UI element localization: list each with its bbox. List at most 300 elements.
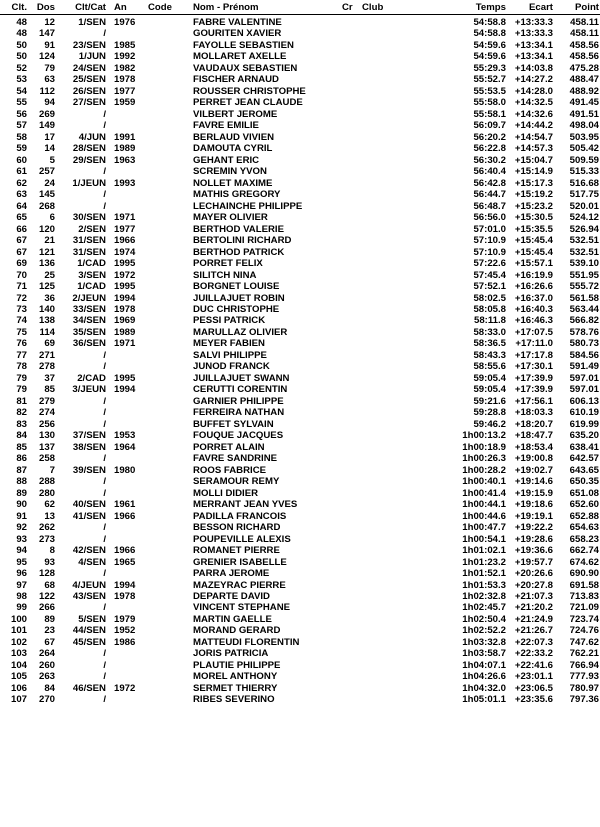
cell-clt: 57 (16, 120, 27, 132)
cell-point: 578.76 (569, 326, 599, 338)
cell-cat: 26/SEN (72, 85, 106, 97)
cell-nom: FABRE VALENTINE (193, 17, 282, 28)
cell-cat: 3/JEUN (72, 384, 106, 396)
cell-ecart: +22:33.2 (514, 648, 553, 660)
cell-cat: 33/SEN (72, 304, 106, 315)
cell-dos: 274 (38, 407, 55, 419)
cell-clt: 98 (16, 591, 27, 602)
table-row (0, 361, 600, 373)
cell-an: 1994 (114, 579, 136, 591)
cell-clt: 79 (16, 372, 27, 384)
cell-dos: 121 (38, 246, 55, 258)
cell-ecart: +22:07.3 (514, 636, 553, 648)
table-row (0, 247, 600, 259)
cell-temps: 1h00:28.2 (462, 464, 506, 476)
table-row (0, 373, 600, 385)
cell-cat: 23/SEN (72, 39, 106, 51)
cell-temps: 1h04:26.6 (462, 671, 506, 683)
cell-dos: 256 (38, 418, 55, 430)
cell-nom: MEYER FABIEN (193, 338, 265, 350)
cell-dos: 93 (44, 556, 55, 568)
cell-temps: 57:22.6 (473, 258, 506, 270)
table-row (0, 648, 600, 660)
cell-nom: MARTIN GAELLE (193, 613, 272, 625)
cell-cat: / (103, 407, 106, 419)
cell-nom: PORRET FELIX (193, 258, 263, 270)
cell-nom: FAVRE EMILIE (193, 120, 259, 132)
cell-cat: 42/SEN (72, 545, 106, 557)
table-row (0, 683, 600, 695)
table-row (0, 580, 600, 592)
cell-point: 652.88 (569, 510, 599, 522)
cell-ecart: +17:39.9 (514, 372, 553, 384)
cell-an: 1953 (114, 430, 136, 442)
cell-temps: 1h00:18.9 (462, 441, 506, 453)
cell-dos: 262 (38, 522, 55, 534)
cell-ecart: +19:19.1 (514, 510, 553, 522)
table-row (0, 476, 600, 488)
cell-dos: 145 (38, 189, 55, 201)
cell-ecart: +15:45.4 (514, 246, 553, 258)
cell-clt: 53 (16, 74, 27, 86)
cell-cat: 1/JEUN (72, 177, 106, 189)
cell-temps: 59:05.4 (473, 372, 506, 384)
cell-clt: 104 (10, 659, 27, 671)
cell-nom: MAYER OLIVIER (193, 212, 268, 224)
cell-nom: FOUQUE JACQUES (193, 430, 284, 442)
cell-an: 1991 (114, 131, 136, 143)
cell-point: 713.83 (569, 591, 599, 602)
cell-nom: MATTEUDI FLORENTIN (193, 636, 300, 648)
table-row (0, 143, 600, 155)
cell-cat: / (103, 189, 106, 201)
cell-nom: JORIS PATRICIA (193, 648, 269, 660)
cell-nom: PLAUTIE PHILIPPE (193, 659, 281, 671)
cell-ecart: +17:11.0 (515, 338, 553, 350)
cell-an: 1966 (114, 545, 136, 557)
table-row (0, 293, 600, 305)
cell-clt: 52 (16, 62, 27, 74)
cell-clt: 84 (16, 430, 27, 442)
cell-temps: 55:29.3 (473, 62, 506, 74)
table-row (0, 557, 600, 569)
cell-nom: MATHIS GREGORY (193, 189, 281, 201)
table-row (0, 671, 600, 683)
cell-clt: 75 (16, 326, 27, 338)
cell-cat: 4/JEUN (72, 579, 106, 591)
cell-ecart: +16:40.3 (514, 304, 553, 315)
table-row (0, 602, 600, 614)
cell-clt: 63 (16, 189, 27, 201)
cell-cat: / (103, 108, 106, 120)
cell-ecart: +15:23.2 (514, 200, 553, 212)
cell-ecart: +21:26.7 (514, 625, 553, 637)
cell-temps: 1h00:44.1 (462, 499, 506, 511)
cell-nom: LECHAINCHE PHILIPPE (193, 200, 303, 212)
cell-cat: / (103, 671, 106, 683)
cell-an: 1965 (114, 556, 136, 568)
cell-temps: 1h00:26.3 (462, 453, 506, 465)
cell-dos: 69 (44, 338, 55, 350)
cell-ecart: +17:07.5 (514, 326, 553, 338)
cell-temps: 1h00:40.1 (462, 476, 506, 488)
cell-dos: 263 (38, 671, 55, 683)
cell-ecart: +17:30.1 (514, 361, 553, 373)
cell-dos: 17 (44, 131, 55, 143)
cell-nom: GARNIER PHILIPPE (193, 395, 284, 407)
cell-temps: 1h03:58.7 (462, 648, 506, 660)
cell-dos: 258 (38, 453, 55, 465)
cell-ecart: +18:53.4 (514, 441, 553, 453)
cell-ecart: +19:18.6 (514, 499, 553, 511)
cell-nom: FERREIRA NATHAN (193, 407, 285, 419)
cell-point: 642.57 (569, 453, 599, 465)
cell-dos: 280 (38, 487, 55, 499)
cell-ecart: +18:20.7 (514, 418, 553, 430)
table-row (0, 465, 600, 477)
cell-temps: 59:46.2 (473, 418, 506, 430)
cell-ecart: +14:27.2 (514, 74, 553, 86)
cell-clt: 50 (16, 39, 27, 51)
results-header (0, 1, 600, 15)
cell-temps: 1h02:50.4 (462, 613, 506, 625)
cell-ecart: +23:01.1 (514, 671, 553, 683)
cell-cat: / (103, 602, 106, 614)
cell-an: 1994 (114, 384, 136, 396)
cell-nom: VILBERT JEROME (193, 108, 278, 120)
cell-temps: 59:28.8 (473, 407, 506, 419)
cell-clt: 54 (16, 85, 27, 97)
cell-clt: 61 (16, 166, 27, 178)
cell-point: 584.56 (569, 349, 599, 361)
cell-cat: 38/SEN (72, 441, 106, 453)
cell-cat: 39/SEN (72, 464, 106, 476)
cell-cat: 4/SEN (78, 556, 106, 568)
cell-nom: PADILLA FRANCOIS (193, 510, 287, 522)
cell-nom: JUNOD FRANCK (193, 361, 270, 373)
cell-dos: 14 (44, 143, 55, 155)
cell-clt: 58 (16, 131, 27, 143)
cell-clt: 93 (16, 533, 27, 545)
cell-ecart: +19:22.2 (514, 522, 553, 534)
table-row (0, 51, 600, 63)
cell-nom: CERUTTI CORENTIN (193, 384, 288, 396)
cell-an: 1995 (114, 372, 136, 384)
cell-ecart: +21:20.2 (514, 602, 553, 614)
table-row (0, 338, 600, 350)
cell-temps: 1h00:47.7 (462, 522, 506, 534)
cell-clt: 69 (16, 258, 27, 270)
cell-nom: PORRET ALAIN (193, 441, 265, 453)
cell-nom: VAUDAUX SEBASTIEN (193, 62, 298, 74)
cell-ecart: +18:47.7 (514, 430, 553, 442)
cell-cat: 35/SEN (72, 326, 106, 338)
cell-an: 1994 (114, 292, 136, 304)
cell-nom: SERAMOUR REMY (193, 476, 280, 488)
cell-dos: 137 (38, 441, 55, 453)
cell-nom: BUFFET SYLVAIN (193, 418, 274, 430)
cell-temps: 58:55.6 (473, 361, 506, 373)
cell-clt: 60 (16, 154, 27, 166)
cell-cat: / (103, 659, 106, 671)
cell-cat: / (103, 476, 106, 488)
cell-ecart: +15:14.9 (514, 166, 553, 178)
cell-clt: 48 (16, 17, 27, 28)
cell-clt: 82 (16, 407, 27, 419)
cell-point: 503.95 (569, 131, 599, 143)
cell-point: 658.23 (569, 533, 599, 545)
cell-point: 505.42 (569, 143, 599, 155)
cell-clt: 73 (16, 304, 27, 315)
cell-dos: 260 (38, 659, 55, 671)
cell-cat: 34/SEN (72, 315, 106, 327)
table-row (0, 694, 600, 706)
cell-temps: 1h02:32.8 (462, 591, 506, 602)
cell-point: 691.58 (569, 579, 599, 591)
cell-nom: GRENIER ISABELLE (193, 556, 287, 568)
table-row (0, 281, 600, 293)
table-row (0, 40, 600, 52)
header-an: An (114, 2, 127, 13)
cell-point: 591.49 (569, 361, 599, 373)
cell-temps: 56:20.2 (473, 131, 506, 143)
cell-cat: 25/SEN (72, 74, 106, 86)
cell-cat: 27/SEN (72, 97, 106, 109)
cell-dos: 68 (44, 579, 55, 591)
cell-nom: GOURITEN XAVIER (193, 28, 282, 40)
cell-dos: 7 (49, 464, 55, 476)
cell-dos: 125 (38, 281, 55, 293)
cell-temps: 55:58.1 (473, 108, 506, 120)
cell-an: 1986 (114, 636, 136, 648)
table-row (0, 384, 600, 396)
cell-an: 1989 (114, 143, 136, 155)
cell-an: 1995 (114, 281, 136, 293)
cell-dos: 62 (44, 499, 55, 511)
cell-point: 766.94 (569, 659, 599, 671)
cell-nom: MOLLI DIDIER (193, 487, 259, 499)
cell-clt: 59 (16, 143, 27, 155)
cell-dos: 25 (44, 269, 55, 281)
cell-ecart: +13:33.3 (514, 28, 553, 40)
table-row (0, 545, 600, 557)
cell-temps: 1h03:32.8 (462, 636, 506, 648)
cell-temps: 54:58.8 (473, 17, 506, 28)
table-row (0, 166, 600, 178)
table-row (0, 534, 600, 546)
cell-temps: 56:09.7 (473, 120, 506, 132)
cell-ecart: +19:36.6 (514, 545, 553, 557)
cell-cat: 44/SEN (72, 625, 106, 637)
cell-ecart: +14:44.2 (514, 120, 553, 132)
cell-clt: 67 (16, 246, 27, 258)
cell-temps: 58:05.8 (473, 304, 506, 315)
cell-nom: SALVI PHILIPPE (193, 349, 267, 361)
cell-dos: 120 (38, 223, 55, 235)
cell-nom: BERLAUD VIVIEN (193, 131, 275, 143)
cell-point: 747.62 (569, 636, 599, 648)
cell-temps: 54:59.6 (473, 39, 506, 51)
table-row (0, 637, 600, 649)
cell-ecart: +13:34.1 (514, 51, 553, 63)
cell-temps: 55:52.7 (473, 74, 506, 86)
cell-nom: BERTOLINI RICHARD (193, 235, 292, 247)
cell-cat: / (103, 395, 106, 407)
cell-temps: 1h01:23.2 (462, 556, 506, 568)
table-row (0, 97, 600, 109)
cell-ecart: +16:46.3 (514, 315, 553, 327)
cell-dos: 67 (44, 636, 55, 648)
cell-clt: 77 (16, 349, 27, 361)
cell-nom: SERMET THIERRY (193, 682, 278, 694)
cell-ecart: +21:07.3 (514, 591, 553, 602)
cell-clt: 67 (16, 235, 27, 247)
table-row (0, 74, 600, 86)
cell-temps: 1h04:07.1 (462, 659, 506, 671)
table-row (0, 63, 600, 75)
cell-dos: 128 (38, 568, 55, 580)
cell-temps: 57:45.4 (473, 269, 506, 281)
cell-point: 690.90 (569, 568, 599, 580)
cell-cat: / (103, 28, 106, 40)
cell-dos: 114 (39, 326, 55, 338)
header-code: Code (148, 2, 172, 13)
cell-clt: 102 (10, 636, 27, 648)
cell-dos: 13 (44, 510, 55, 522)
cell-cat: 29/SEN (72, 154, 106, 166)
cell-dos: 12 (44, 17, 55, 28)
cell-clt: 71 (16, 281, 27, 293)
cell-temps: 56:40.4 (473, 166, 506, 178)
cell-clt: 85 (16, 441, 27, 453)
cell-temps: 1h00:41.4 (462, 487, 506, 499)
cell-temps: 55:53.5 (473, 85, 506, 97)
cell-nom: ROUSSER CHRISTOPHE (193, 85, 306, 97)
cell-dos: 136 (38, 258, 55, 270)
cell-clt: 92 (16, 522, 27, 534)
cell-cat: / (103, 522, 106, 534)
cell-an: 1979 (114, 613, 136, 625)
cell-ecart: +15:57.1 (514, 258, 553, 270)
cell-ecart: +15:04.7 (514, 154, 553, 166)
cell-cat: / (103, 349, 106, 361)
cell-point: 721.09 (569, 602, 599, 614)
cell-cat: 2/JEUN (72, 292, 106, 304)
cell-nom: SILITCH NINA (193, 269, 257, 281)
cell-an: 1963 (114, 154, 136, 166)
cell-an: 1995 (114, 258, 136, 270)
cell-temps: 56:56.0 (473, 212, 506, 224)
cell-dos: 138 (38, 315, 55, 327)
cell-cat: 37/SEN (72, 430, 106, 442)
cell-point: 475.28 (569, 62, 599, 74)
cell-ecart: +17:56.1 (514, 395, 553, 407)
cell-ecart: +15:45.4 (514, 235, 553, 247)
cell-dos: 23 (44, 625, 55, 637)
cell-ecart: +14:32.5 (514, 97, 553, 109)
table-row (0, 212, 600, 224)
cell-clt: 56 (16, 108, 27, 120)
table-row (0, 327, 600, 339)
table-row (0, 315, 600, 327)
cell-point: 532.51 (569, 246, 599, 258)
cell-cat: / (103, 568, 106, 580)
cell-clt: 74 (16, 315, 27, 327)
table-row (0, 86, 600, 98)
cell-cat: 31/SEN (72, 235, 106, 247)
cell-dos: 257 (38, 166, 55, 178)
cell-cat: 41/SEN (72, 510, 106, 522)
cell-dos: 269 (38, 108, 55, 120)
cell-temps: 57:10.9 (473, 235, 506, 247)
cell-an: 1977 (114, 223, 136, 235)
cell-ecart: +16:19.9 (514, 269, 553, 281)
cell-dos: 278 (38, 361, 55, 373)
cell-point: 491.51 (569, 108, 599, 120)
cell-temps: 58:02.5 (473, 292, 506, 304)
cell-ecart: +14:54.7 (514, 131, 553, 143)
cell-cat: 1/JUN (78, 51, 106, 63)
cell-clt: 86 (16, 453, 27, 465)
cell-nom: DEPARTE DAVID (193, 591, 270, 602)
header-temps: Temps (475, 2, 506, 13)
cell-dos: 288 (38, 476, 55, 488)
table-row (0, 224, 600, 236)
cell-clt: 55 (16, 97, 27, 109)
cell-point: 520.01 (569, 200, 599, 212)
cell-dos: 89 (44, 613, 55, 625)
cell-ecart: +20:27.8 (514, 579, 553, 591)
cell-point: 652.60 (569, 499, 599, 511)
cell-point: 458.11 (570, 17, 599, 28)
cell-an: 1992 (114, 51, 136, 63)
cell-point: 635.20 (569, 430, 599, 442)
cell-nom: PESSI PATRICK (193, 315, 266, 327)
cell-temps: 58:43.3 (473, 349, 506, 361)
cell-an: 1972 (114, 269, 136, 281)
cell-an: 1959 (114, 97, 136, 109)
cell-point: 561.58 (569, 292, 599, 304)
table-row (0, 304, 600, 316)
cell-an: 1952 (114, 625, 136, 637)
table-row (0, 453, 600, 465)
table-row (0, 419, 600, 431)
cell-cat: 36/SEN (72, 338, 106, 350)
cell-dos: 273 (38, 533, 55, 545)
cell-point: 458.56 (569, 51, 599, 63)
header-cr: Cr (342, 2, 353, 13)
cell-an: 1993 (114, 177, 136, 189)
header-clt: Clt. (11, 2, 27, 13)
header-nom: Nom - Prénom (193, 2, 259, 13)
table-row (0, 350, 600, 362)
cell-clt: 103 (10, 648, 27, 660)
cell-clt: 66 (16, 223, 27, 235)
cell-clt: 88 (16, 476, 27, 488)
cell-nom: ROMANET PIERRE (193, 545, 280, 557)
cell-nom: PERRET JEAN CLAUDE (193, 97, 303, 109)
table-row (0, 258, 600, 270)
cell-clt: 91 (16, 510, 27, 522)
cell-temps: 1h02:45.7 (462, 602, 506, 614)
cell-ecart: +19:02.7 (514, 464, 553, 476)
cell-clt: 101 (10, 625, 27, 637)
table-row (0, 407, 600, 419)
cell-nom: MORAND GERARD (193, 625, 281, 637)
cell-dos: 147 (38, 28, 55, 40)
cell-temps: 1h04:32.0 (462, 682, 506, 694)
table-row (0, 522, 600, 534)
